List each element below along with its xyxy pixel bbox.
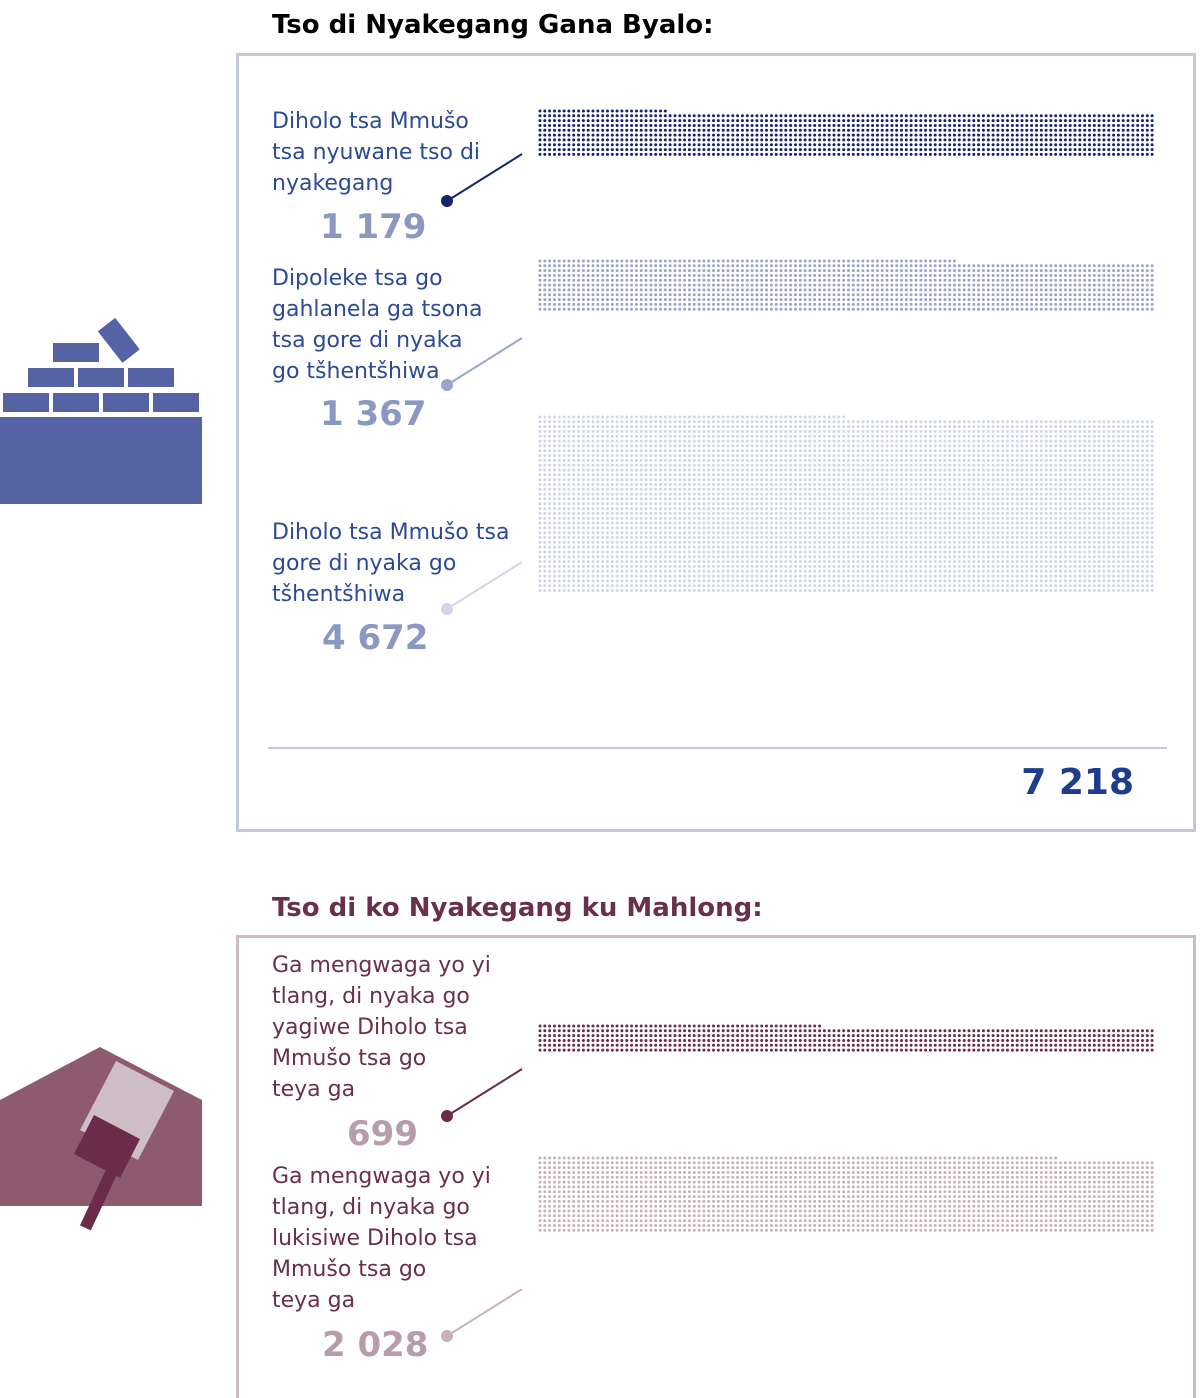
label-line: yagiwe Diholo tsa	[272, 1015, 468, 1040]
label-line: tsa nyuwane tso di	[272, 140, 481, 165]
label-line: Mmušo tsa go	[272, 1257, 427, 1282]
label-line: gahlanela ga tsona	[272, 297, 483, 322]
value-halls-to-build: 699	[347, 1114, 418, 1154]
label-line: Diholo tsa Mmušo	[272, 109, 469, 134]
bar-halls-to-repair	[539, 1157, 1154, 1232]
label-line: nyakegang	[272, 171, 394, 196]
value-halls-to-repair: 2 028	[322, 1325, 429, 1365]
bar-halls-to-build	[539, 1025, 1154, 1052]
total-value: 7 218	[1021, 762, 1134, 803]
bar-new-halls	[539, 110, 1154, 156]
bar-halls-replacement	[539, 416, 1154, 593]
section-title-current-needs: Tso di Nyakegang Gana Byalo:	[272, 10, 714, 40]
value-new-halls: 1 179	[320, 207, 427, 247]
section-title-future-needs: Tso di ko Nyakegang ku Mahlong:	[272, 893, 763, 923]
value-halls-replacement: 4 672	[322, 618, 429, 658]
leader-new-halls	[441, 154, 522, 207]
leader-halls-to-repair	[441, 1289, 522, 1342]
label-line: Mmušo tsa go	[272, 1046, 427, 1071]
value-project-replacements: 1 367	[320, 394, 427, 434]
bar-project-replacements	[539, 260, 1154, 311]
label-line: go tšhentšhiwa	[272, 359, 440, 384]
label-line: Dipoleke tsa go	[272, 266, 443, 291]
label-line: lukisiwe Diholo tsa	[272, 1226, 478, 1251]
leader-halls-replacement	[441, 562, 522, 615]
label-line: Ga mengwaga yo yi	[272, 1164, 491, 1189]
label-line: Ga mengwaga yo yi	[272, 953, 491, 978]
label-line: gore di nyaka go	[272, 551, 457, 576]
label-line: tlang, di nyaka go	[272, 1195, 470, 1220]
label-line: teya ga	[272, 1288, 356, 1313]
leader-halls-to-build	[441, 1069, 522, 1122]
label-line: tlang, di nyaka go	[272, 984, 470, 1009]
label-line: teya ga	[272, 1077, 356, 1102]
label-line: Diholo tsa Mmušo tsa	[272, 520, 510, 545]
label-line: tsa gore di nyaka	[272, 328, 463, 353]
leader-project-replacements	[441, 338, 522, 391]
label-line: tšhentšhiwa	[272, 582, 406, 607]
